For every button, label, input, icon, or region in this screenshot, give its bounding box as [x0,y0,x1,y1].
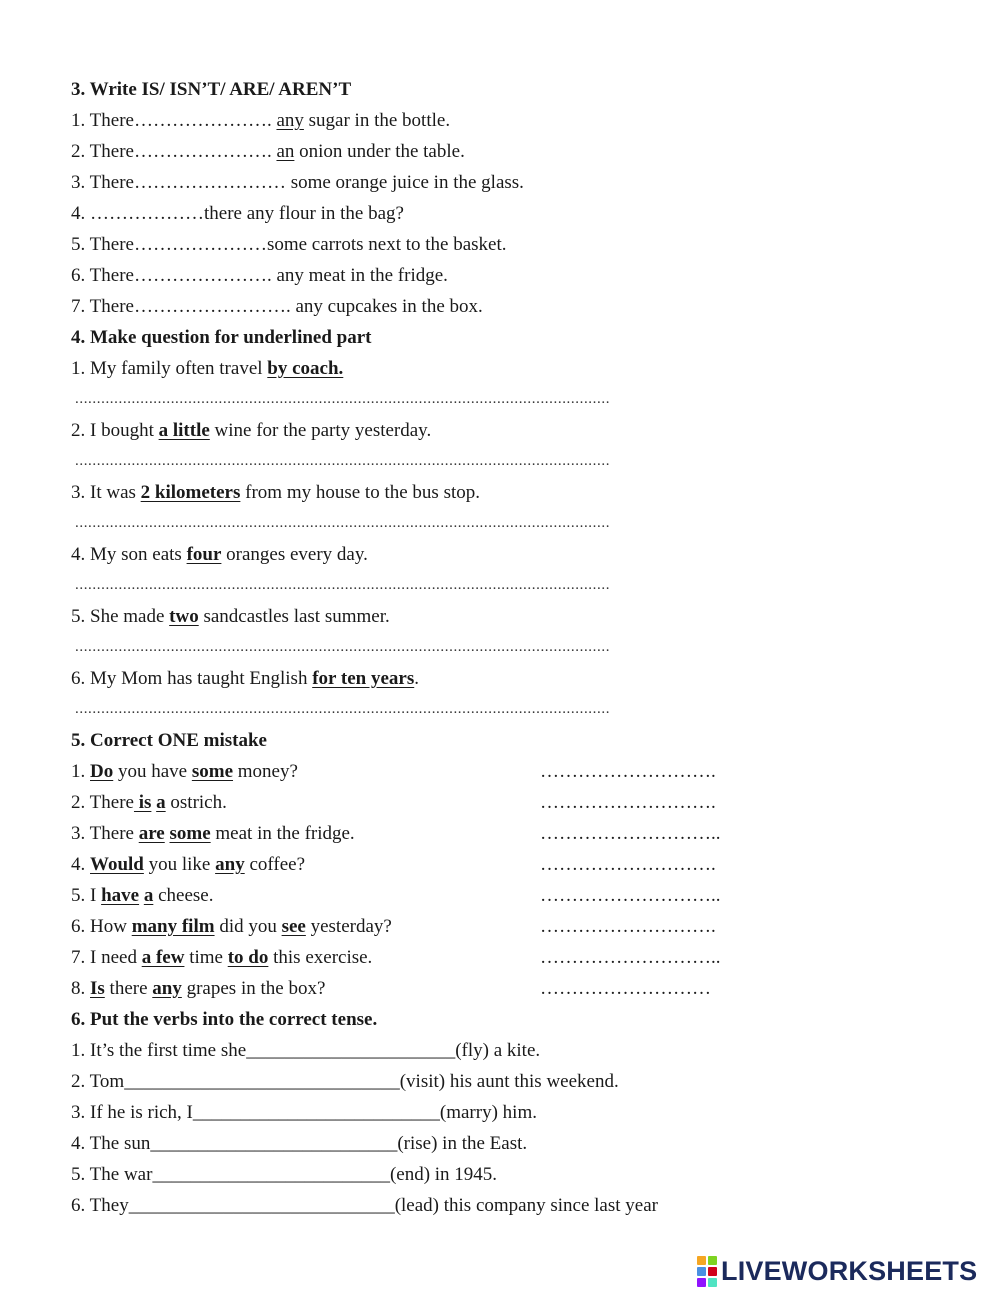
s6-blank-2[interactable]: _____________________________ [124,1071,400,1092]
s6-item-1: 1. It’s the first time she______________________(fly) a kite. [71,1040,541,1061]
liveworksheets-logo [697,1256,977,1286]
logo-block [708,1256,717,1265]
s5-item-3: 3. There are some meat in the fridge. ……………………….. [71,818,951,849]
s4-item-4: 4. My son eats four oranges every day. [71,544,368,565]
logo-block [697,1267,706,1276]
s4-answer-3[interactable]: ........................................................................................................................... [75,515,611,531]
s4-answer-1[interactable]: ........................................................................................................................... [75,391,611,407]
s4-answer-4[interactable]: ........................................................................................................................... [75,577,611,593]
logo-block [697,1256,706,1265]
logo-block [697,1278,706,1287]
s4-item-3: 3. It was 2 kilometers from my house to the bus stop. [71,482,480,503]
s5-item-5: 5. I have a cheese. ……………………….. [71,880,951,911]
worksheet [71,74,951,1221]
s6-blank-1[interactable]: ______________________ [246,1040,456,1061]
s5-item-8: 8. Is there any grapes in the box? ……………………… [71,973,951,1004]
s3-item-3: 3. There…………………… some orange juice in the glass. [71,172,524,193]
section-6-title: 6. Put the verbs into the correct tense. [71,1009,378,1030]
s6-item-4: 4. The sun__________________________(rise) in the East. [71,1133,528,1154]
s3-item-6: 6. There…………………. any meat in the fridge. [71,265,448,286]
s5-answer-4[interactable]: ………………………. [540,854,716,875]
s5-answer-3[interactable]: ……………………….. [540,823,721,844]
logo-text: LIVEWORKSHEETS [721,1255,978,1286]
s3-item-1: 1. There…………………. any sugar in the bottle. [71,110,451,131]
section-4-title: 4. Make question for underlined part [71,327,372,348]
s5-item-1: 1. Do you have some money? ………………………. [71,756,951,787]
section-5-title: 5. Correct ONE mistake [71,730,267,751]
s4-item-6: 6. My Mom has taught English for ten years. [71,668,419,689]
s6-item-2: 2. Tom_____________________________(visit) his aunt this weekend. [71,1071,619,1092]
s3-item-5: 5. There…………………some carrots next to the basket. [71,234,507,255]
s6-blank-3[interactable]: __________________________ [192,1102,440,1123]
logo-block [708,1278,717,1287]
s5-item-6: 6. How many film did you see yesterday? ………………………. [71,911,951,942]
s5-answer-5[interactable]: ……………………….. [540,885,721,906]
s6-blank-4[interactable]: __________________________ [150,1133,398,1154]
s4-answer-5[interactable]: ........................................................................................................................... [75,639,611,655]
s5-answer-7[interactable]: ……………………….. [540,947,721,968]
s4-item-5: 5. She made two sandcastles last summer. [71,606,390,627]
s4-item-1: 1. My family often travel by coach. [71,358,344,379]
section-3-title: 3. Write IS/ ISN’T/ ARE/ AREN’T [71,79,352,100]
s5-answer-6[interactable]: ………………………. [540,916,716,937]
s4-answer-6[interactable]: ........................................................................................................................... [75,701,611,717]
s3-item-7: 7. There……………………. any cupcakes in the box. [71,296,483,317]
s5-answer-1[interactable]: ………………………. [540,761,716,782]
logo-block [708,1267,717,1276]
s6-item-5: 5. The war_________________________(end) in 1945. [71,1164,498,1185]
s5-answer-8[interactable]: ……………………… [540,978,711,999]
s6-blank-6[interactable]: ____________________________ [128,1195,395,1216]
s5-item-4: 4. Would you like any coffee? ………………………. [71,849,951,880]
logo-blocks-icon [697,1256,717,1287]
s5-item-2: 2. There is a ostrich. ………………………. [71,787,951,818]
s6-blank-5[interactable]: _________________________ [152,1164,390,1185]
s4-answer-2[interactable]: ........................................................................................................................... [75,453,611,469]
s6-item-6: 6. They____________________________(lead) this company since last year [71,1195,658,1216]
s5-answer-2[interactable]: ………………………. [540,792,716,813]
s6-item-3: 3. If he is rich, I__________________________(marry) him. [71,1102,537,1123]
s5-item-7: 7. I need a few time to do this exercise. ……………………….. [71,942,951,973]
s3-item-4: 4. ………………there any flour in the bag? [71,203,404,224]
s3-item-2: 2. There…………………. an onion under the table. [71,141,465,162]
s4-item-2: 2. I bought a little wine for the party yesterday. [71,420,432,441]
